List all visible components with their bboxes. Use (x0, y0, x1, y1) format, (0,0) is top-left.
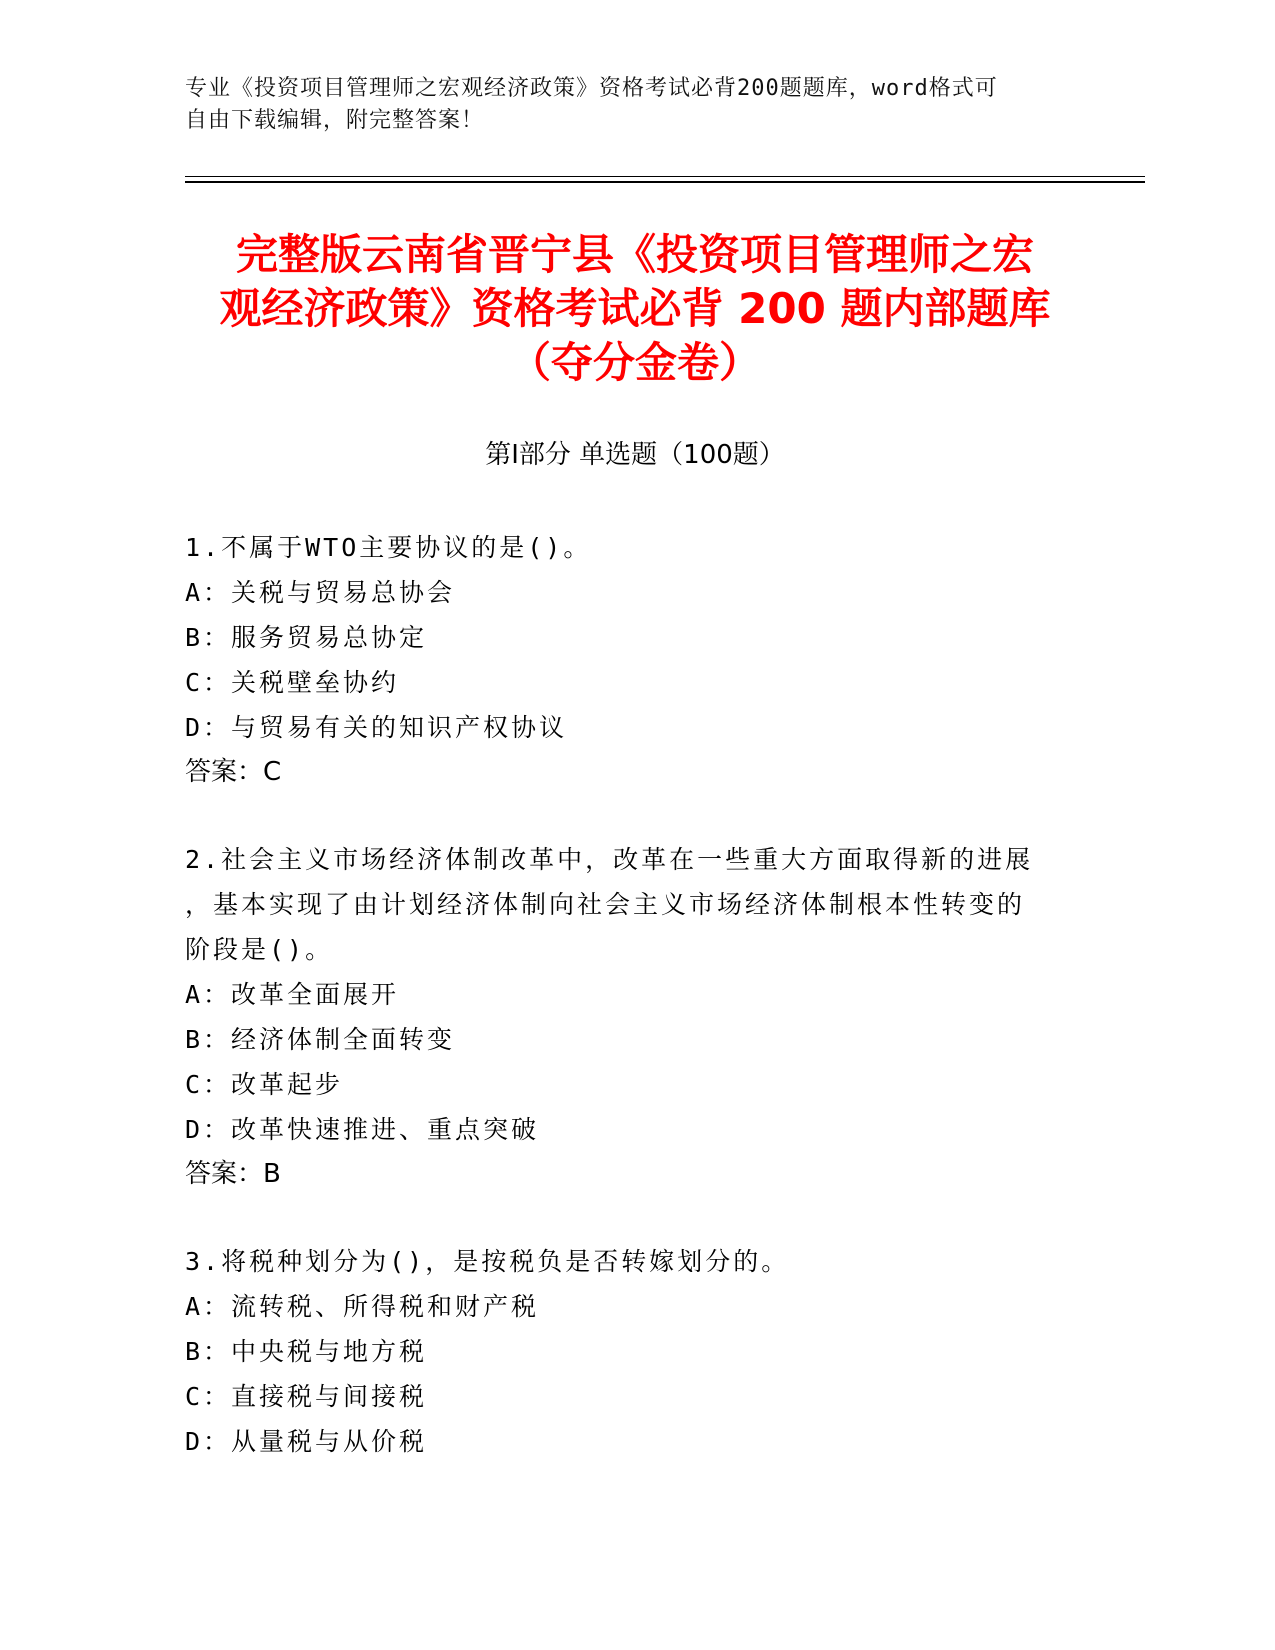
question-2-answer: 答案：B (185, 1159, 281, 1189)
question-3-option-c: C：直接税与间接税 (185, 1382, 428, 1411)
question-2-option-a: A：改革全面展开 (185, 980, 400, 1009)
document-title-line-2: 观经济政策》资格考试必背 200 题内部题库 (219, 284, 1051, 333)
question-3-option-a: A：流转税、所得税和财产税 (185, 1292, 540, 1321)
question-2-text-line-2: ，基本实现了由计划经济体制向社会主义市场经济体制根本性转变的 (185, 890, 1026, 919)
question-1-option-b: B：服务贸易总协定 (185, 623, 428, 652)
question-1-text: 1.不属于WTO主要协议的是()。 (185, 533, 592, 562)
document-title-line-1: 完整版云南省晋宁县《投资项目管理师之宏 (235, 230, 1034, 279)
question-1-option-a: A：关税与贸易总协会 (185, 578, 456, 607)
question-1-option-d: D：与贸易有关的知识产权协议 (185, 713, 568, 742)
question-1-option-c: C：关税壁垒协约 (185, 668, 400, 697)
header-divider-thick (185, 181, 1145, 183)
header-divider-thin (185, 176, 1145, 177)
question-2-option-d: D：改革快速推进、重点突破 (185, 1115, 540, 1144)
document-title-line-3: （夺分金卷） (508, 338, 761, 387)
question-2-option-c: C：改革起步 (185, 1070, 344, 1099)
question-3 (185, 1239, 1085, 1464)
header-note-line-1: 专业《投资项目管理师之宏观经济政策》资格考试必背200题题库，word格式可 (185, 76, 998, 101)
question-2-text-line-1: 2.社会主义市场经济体制改革中，改革在一些重大方面取得新的进展 (185, 845, 1034, 874)
question-2 (185, 837, 1085, 1197)
question-3-text: 3.将税种划分为()，是按税负是否转嫁划分的。 (185, 1247, 790, 1276)
question-3-option-d: D：从量税与从价税 (185, 1427, 428, 1456)
question-2-text-line-3: 阶段是()。 (185, 935, 334, 964)
question-1 (185, 525, 1085, 795)
document-title (185, 228, 1085, 390)
section-heading: 第Ⅰ部分 单选题（100题） (485, 440, 785, 470)
question-1-answer: 答案：C (185, 757, 282, 787)
header-note (185, 73, 1085, 137)
question-3-option-b: B：中央税与地方税 (185, 1337, 428, 1366)
question-list (185, 525, 1085, 1506)
question-2-option-b: B：经济体制全面转变 (185, 1025, 456, 1054)
header-note-line-2: 自由下载编辑，附完整答案！ (185, 108, 485, 133)
